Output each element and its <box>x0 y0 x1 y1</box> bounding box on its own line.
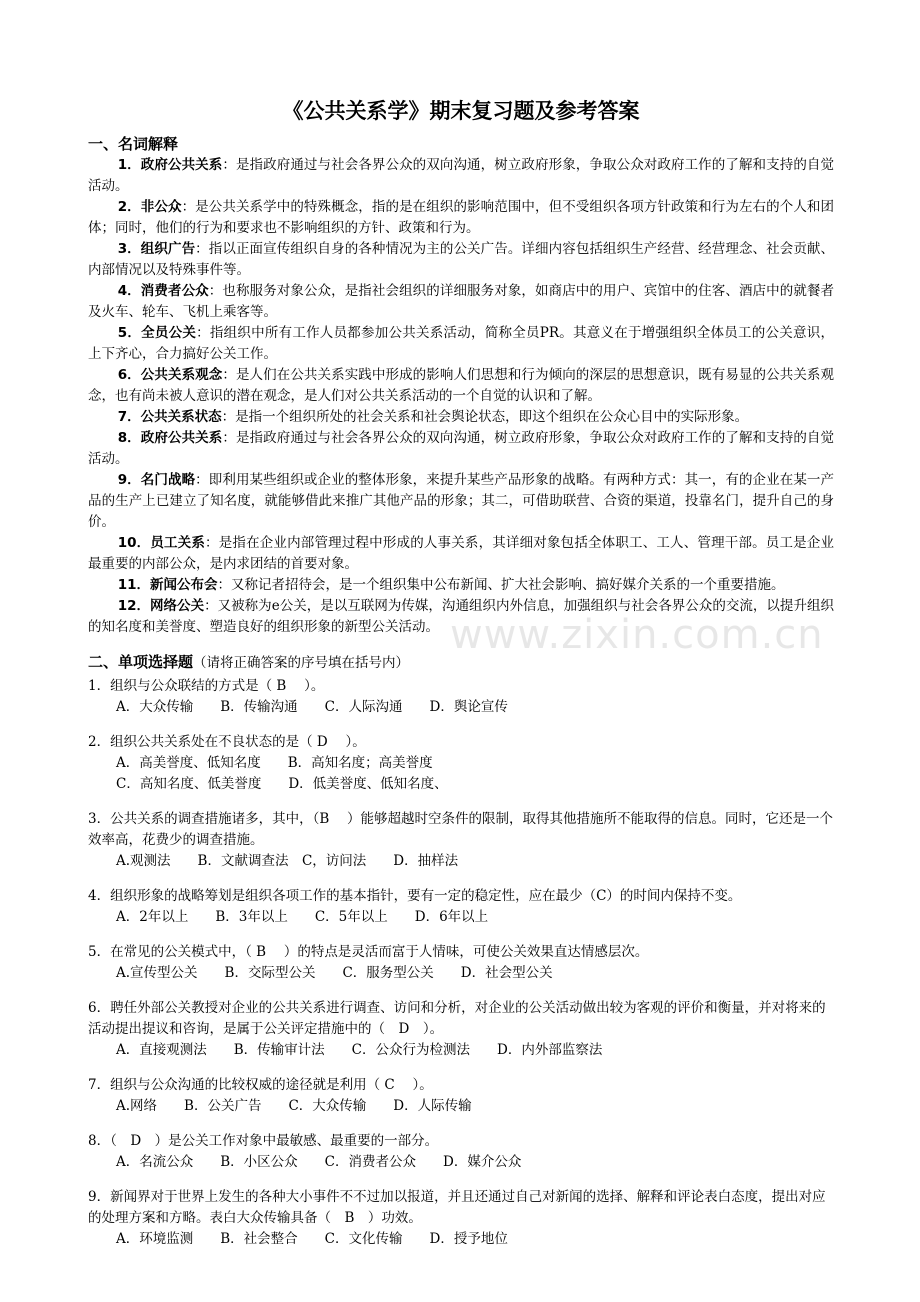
question-options: A．大众传输 B．传输沟通 C．人际沟通 D．舆论宣传 <box>116 699 508 715</box>
item-text: ：是指在企业内部管理过程中形成的人事关系，其详细对象包括全体职工、工人、管理干部。员工是企业最重要的内部公众，是内求团结的首要对象。 <box>88 535 835 572</box>
definition-item <box>88 470 834 533</box>
definition-item <box>88 197 834 239</box>
item-text: ：是人们在公共关系实践中形成的影响人们思想和行为倾向的深层的思想意识，既有易显的公共关系观念，也有尚未被人意识的潜在观念，是人们对公共关系活动的一个自觉的认识和了解。 <box>88 367 835 404</box>
item-text: ：是指政府通过与社会各界公众的双向沟通，树立政府形象，争取公众对政府工作的了解和支持的自觉活动。 <box>88 430 835 467</box>
definition-item <box>88 155 834 197</box>
item-text: ：指以正面宣传组织自身的各种情况为主的公关广告。详细内容包括组织生产经营、经营理念、社会贡献、内部情况以及特殊事件等。 <box>88 241 835 278</box>
section-heading-definitions: 一、名词解释 <box>88 135 179 153</box>
item-number: 9． <box>117 472 141 488</box>
document-page <box>88 96 834 1250</box>
item-number: 3． <box>117 241 141 257</box>
definitions-list <box>88 155 834 638</box>
item-term: 非公众 <box>140 199 182 215</box>
question-stem: 9．新闻界对于世界上发生的各种大小事件不不过加以报道，并且还通过自己对新闻的选择、解释和评论表白态度，提出对应的处理方案和方略。表白大众传输具备（ B ）功效。 <box>88 1189 826 1226</box>
section-note: （请将正确答案的序号填在括号内） <box>193 655 410 671</box>
item-term: 组织广告 <box>140 241 196 257</box>
item-number: 2． <box>117 199 141 215</box>
item-term: 公共关系状态 <box>140 409 222 425</box>
question-stem: 7．组织与公众沟通的比较权威的途径就是利用（ C ）。 <box>88 1077 433 1093</box>
item-term: 员工关系 <box>150 535 206 551</box>
item-term: 公共关系观念 <box>140 367 223 383</box>
item-text: ：指组织中所有工作人员都参加公共关系活动，简称全员PR。其意义在于增强组织全体员工的公关意识，上下齐心，合力搞好公关工作。 <box>88 325 834 362</box>
item-text: ：是指政府通过与社会各界公众的双向沟通，树立政府形象，争取公众对政府工作的了解和支持的自觉活动。 <box>88 157 835 194</box>
item-number: 11． <box>117 577 150 593</box>
definition-item <box>88 323 834 365</box>
question-stem: 3．公共关系的调查措施诸多，其中，（B ）能够超越时空条件的限制，取得其他措施所不能取得的信息。同时，它还是一个效率高，花费少的调查措施。 <box>88 811 834 848</box>
item-number: 12． <box>117 598 151 614</box>
question-options: A．2年以上 B．3年以上 C．5年以上 D．6年以上 <box>116 909 489 925</box>
definition-item <box>88 365 834 407</box>
question-options: A．直接观测法 B．传输审计法 C．公众行为检测法 D．内外部监察法 <box>116 1042 603 1058</box>
definition-item <box>88 407 834 428</box>
item-term: 政府公共关系 <box>140 157 223 173</box>
item-number: 7． <box>117 409 141 425</box>
item-text: ：是公共关系学中的特殊概念，指的是在组织的影响范围中，但不受组织各项方针政策和行为左右的个人和团体；同时，他们的行为和要求也不影响组织的方针、政策和行为。 <box>88 199 835 236</box>
question-options: A.网络 B．公关广告 C．大众传输 D．人际传输 <box>116 1098 472 1114</box>
item-number: 10． <box>117 535 151 551</box>
question-stem: 6．聘任外部公关教授对企业的公共关系进行调查、访问和分析，对企业的公关活动做出较为客观的评价和衡量，并对将来的活动提出提议和咨询，是属于公关评定措施中的（ D ）。 <box>88 1000 826 1037</box>
item-term: 全员公关 <box>141 325 197 341</box>
item-text: ：是指一个组织所处的社会关系和社会舆论状态，即这个组织在公众心目中的实际形象。 <box>221 409 749 425</box>
item-text: ：又被称为e公关，是以互联网为传媒，沟通组织内外信息，加强组织与社会各界公众的交流，以提升组织的知名度和美誉度、塑造良好的组织形象的新型公关活动。 <box>88 598 834 635</box>
definition-item <box>88 575 834 596</box>
item-text: ：又称记者招待会，是一个组织集中公布新闻、扩大社会影响、搞好媒介关系的一个重要措施。 <box>217 577 785 593</box>
question-options: C．高知名度、低美誉度 D．低美誉度、低知名度、 <box>116 776 448 792</box>
question-stem: 8．（ D ）是公关工作对象中最敏感、最重要的一部分。 <box>88 1133 439 1149</box>
question-options: A．高美誉度、低知名度 B．高知名度；高美誉度 <box>116 755 433 771</box>
questions-list <box>88 676 834 1250</box>
question-stem: 1．组织与公众联结的方式是（ B ）。 <box>88 678 325 694</box>
item-term: 政府公共关系 <box>140 430 223 446</box>
section-title: 二、单项选择题 <box>88 653 194 671</box>
definition-item <box>88 281 834 323</box>
question-stem: 4．组织形象的战略筹划是组织各项工作的基本指针，要有一定的稳定性，应在最少（C）的时间内保持不变。 <box>88 888 742 904</box>
item-term: 新闻公布会 <box>149 577 218 593</box>
item-number: 8． <box>117 430 141 446</box>
item-term: 网络公关 <box>150 598 205 614</box>
item-text: ：即利用某些组织或企业的整体形象，来提升某些产品形象的战略。有两种方式：其一，有的企业在某一产品的生产上已建立了知名度，就能够借此来推广其他产品的形象；其二，可借助联营、合资的渠道，投靠名门，提升自己的身价。 <box>88 472 835 530</box>
item-number: 4． <box>117 283 141 299</box>
item-number: 6． <box>117 367 141 383</box>
question-options: A.宣传型公关 B．交际型公关 C．服务型公关 D．社会型公关 <box>116 965 553 981</box>
item-text: ：也称服务对象公众，是指社会组织的详细服务对象，如商店中的用户、宾馆中的住客、酒店中的就餐者及火车、轮车、飞机上乘客等。 <box>88 283 835 320</box>
definition-item <box>88 239 834 281</box>
item-number: 1． <box>117 157 141 173</box>
definition-item <box>88 428 834 470</box>
question-stem: 2．组织公共关系处在不良状态的是（ D ）。 <box>88 734 366 750</box>
watermark: www.zixin.com.cn <box>450 612 824 658</box>
document-title: 《公共关系学》期末复习题及参考答案 <box>282 99 640 123</box>
question-stem: 5．在常见的公关模式中，（ B ）的特点是灵活而富于人情味，可使公关效果直达情感层次。 <box>88 944 649 960</box>
question-options: A．名流公众 B．小区公众 C．消费者公众 D．媒介公众 <box>116 1154 522 1170</box>
question-options: A.观测法 B．文献调查法 C，访问法 D．抽样法 <box>116 853 459 869</box>
item-number: 5． <box>117 325 142 341</box>
question-options: A．环境监测 B．社会整合 C．文化传输 D．授予地位 <box>116 1231 508 1247</box>
definition-item <box>88 533 834 575</box>
item-term: 消费者公众 <box>140 283 209 299</box>
item-term: 名门战略 <box>140 472 196 488</box>
